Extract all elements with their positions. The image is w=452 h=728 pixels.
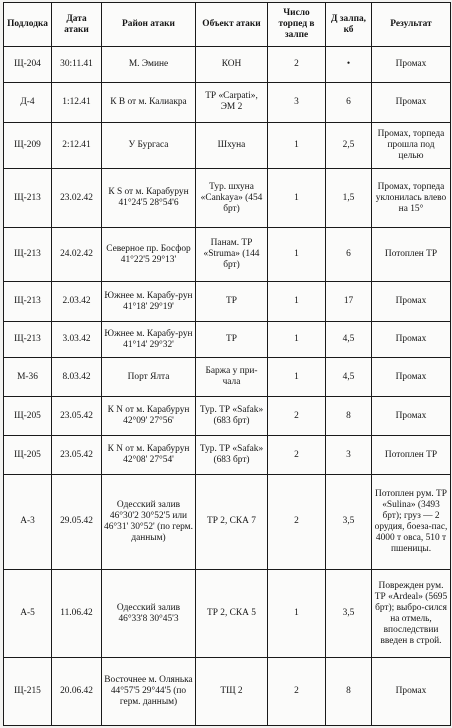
cell-attack-area: У Бургаса	[102, 122, 196, 168]
cell-attack-target: Шхуна	[196, 122, 268, 168]
cell-result: Промах, торпеда прошла под целью	[372, 122, 451, 168]
cell-attack-area: Северное пр. Босфор 41°22'5 29°13'	[102, 228, 196, 282]
table-header-row	[4, 3, 451, 47]
cell-submarine: Щ-205	[4, 436, 52, 475]
table-row	[4, 322, 451, 358]
cell-attack-target: ТР	[196, 282, 268, 322]
table-row	[4, 569, 451, 658]
cell-attack-date: 8.03.42	[52, 358, 102, 397]
cell-salvo-distance: 3,5	[326, 475, 372, 570]
cell-result: Промах	[372, 282, 451, 322]
cell-attack-date: 23.05.42	[52, 436, 102, 475]
cell-attack-target: ТЩ 2	[196, 658, 268, 726]
cell-torpedo-count: 1	[268, 358, 326, 397]
cell-attack-area: Восточнее м. Олянька 44°57'5 29°44'5 (по герм. данным)	[102, 658, 196, 726]
header-torpedo-count: Число торпед в залпе	[268, 3, 326, 47]
cell-torpedo-count: 1	[268, 282, 326, 322]
cell-attack-area: М. Эмине	[102, 47, 196, 83]
cell-result: Поврежден рум. ТР «Ardeal» (5695 брт); выбро-сился на отмель, впоследствии введен в строй.	[372, 569, 451, 658]
header-submarine: Подлодка	[4, 3, 52, 47]
cell-result: Потоплен рум. ТР «Sulina» (3493 брт); груз — 2 орудия, боеза-пас, 4000 т овса, 510 т пшеницы.	[372, 475, 451, 570]
cell-attack-date: 23.05.42	[52, 397, 102, 436]
cell-attack-date: 1:12.41	[52, 82, 102, 122]
cell-attack-date: 11.06.42	[52, 569, 102, 658]
cell-torpedo-count: 2	[268, 436, 326, 475]
cell-result: Промах	[372, 658, 451, 726]
cell-attack-date: 3.03.42	[52, 322, 102, 358]
cell-attack-date: 2.03.42	[52, 282, 102, 322]
cell-attack-target: ТР «Carpati», ЭМ 2	[196, 82, 268, 122]
cell-submarine: Щ-213	[4, 282, 52, 322]
cell-salvo-distance: 1,5	[326, 169, 372, 228]
cell-submarine: Щ-213	[4, 322, 52, 358]
cell-torpedo-count: 1	[268, 122, 326, 168]
cell-attack-target: ТР 2, СКА 5	[196, 569, 268, 658]
cell-result: Промах, торпеда уклонилась влево на 15°	[372, 169, 451, 228]
cell-salvo-distance: 6	[326, 228, 372, 282]
table-row	[4, 122, 451, 168]
cell-submarine: Щ-209	[4, 122, 52, 168]
cell-torpedo-count: 1	[268, 322, 326, 358]
cell-attack-date: 2:12.41	[52, 122, 102, 168]
header-attack-target: Объект атаки	[196, 3, 268, 47]
cell-torpedo-count: 3	[268, 82, 326, 122]
cell-attack-target: ТР 2, СКА 7	[196, 475, 268, 570]
cell-attack-area: Порт Ялта	[102, 358, 196, 397]
cell-submarine: А-5	[4, 569, 52, 658]
cell-submarine: А-3	[4, 475, 52, 570]
header-attack-area: Район атаки	[102, 3, 196, 47]
table-row	[4, 228, 451, 282]
cell-attack-date: 20.06.42	[52, 658, 102, 726]
table-row	[4, 169, 451, 228]
cell-attack-area: Одесский залив 46°33'8 30°45'3	[102, 569, 196, 658]
cell-result: Промах	[372, 322, 451, 358]
cell-attack-area: Южнее м. Карабу-рун 41°14' 29°32'	[102, 322, 196, 358]
cell-attack-area: Одесский залив 46°30'2 30°52'5 или 46°31' 30°52' (по герм. данным)	[102, 475, 196, 570]
cell-salvo-distance: 4,5	[326, 322, 372, 358]
table-row	[4, 358, 451, 397]
submarine-attacks-table	[3, 2, 451, 726]
table-row	[4, 436, 451, 475]
cell-salvo-distance: 17	[326, 282, 372, 322]
cell-torpedo-count: 1	[268, 569, 326, 658]
cell-torpedo-count: 2	[268, 47, 326, 83]
table-body	[4, 47, 451, 726]
cell-attack-date: 29.05.42	[52, 475, 102, 570]
cell-torpedo-count: 1	[268, 169, 326, 228]
cell-salvo-distance: 4,5	[326, 358, 372, 397]
cell-attack-target: Панам. ТР «Struma» (144 брт)	[196, 228, 268, 282]
cell-attack-target: КОН	[196, 47, 268, 83]
cell-result: Промах	[372, 397, 451, 436]
cell-attack-target: Тур. ТР «Safak» (683 брт)	[196, 397, 268, 436]
cell-salvo-distance: 3,5	[326, 569, 372, 658]
cell-attack-target: Тур. ТР «Safak» (683 брт)	[196, 436, 268, 475]
table-row	[4, 47, 451, 83]
table-row	[4, 397, 451, 436]
table-row	[4, 282, 451, 322]
cell-submarine: Щ-215	[4, 658, 52, 726]
cell-submarine: М-36	[4, 358, 52, 397]
cell-attack-target: ТР	[196, 322, 268, 358]
header-result: Результат	[372, 3, 451, 47]
cell-attack-date: 23.02.42	[52, 169, 102, 228]
cell-result: Потоплен ТР	[372, 228, 451, 282]
cell-salvo-distance: •	[326, 47, 372, 83]
cell-attack-area: К N от м. Карабурун 42°08' 27°54'	[102, 436, 196, 475]
cell-submarine: Щ-205	[4, 397, 52, 436]
cell-attack-date: 24.02.42	[52, 228, 102, 282]
cell-submarine: Щ-213	[4, 228, 52, 282]
header-attack-date: Дата атаки	[52, 3, 102, 47]
cell-result: Потоплен ТР	[372, 436, 451, 475]
cell-attack-area: Южнее м. Карабу-рун 41°18' 29°19'	[102, 282, 196, 322]
cell-attack-target: Тур. шхуна «Cankaya» (454 брт)	[196, 169, 268, 228]
cell-attack-target: Баржа у при-чала	[196, 358, 268, 397]
cell-submarine: Щ-213	[4, 169, 52, 228]
cell-attack-area: К В от м. Калиакра	[102, 82, 196, 122]
cell-submarine: Д-4	[4, 82, 52, 122]
cell-torpedo-count: 2	[268, 658, 326, 726]
cell-submarine: Щ-204	[4, 47, 52, 83]
cell-result: Промах	[372, 47, 451, 83]
cell-torpedo-count: 2	[268, 397, 326, 436]
cell-result: Промах	[372, 358, 451, 397]
cell-salvo-distance: 3	[326, 436, 372, 475]
cell-result: Промах	[372, 82, 451, 122]
cell-attack-area: К N от м. Карабурун 42°09' 27°56'	[102, 397, 196, 436]
cell-torpedo-count: 1	[268, 228, 326, 282]
table-row	[4, 658, 451, 726]
header-salvo-distance: Д залпа, кб	[326, 3, 372, 47]
table-row	[4, 82, 451, 122]
cell-attack-date: 30:11.41	[52, 47, 102, 83]
cell-salvo-distance: 2,5	[326, 122, 372, 168]
cell-salvo-distance: 6	[326, 82, 372, 122]
cell-salvo-distance: 8	[326, 658, 372, 726]
table-row	[4, 475, 451, 570]
cell-attack-area: К S от м. Карабурун 41°24'5 28°54'6	[102, 169, 196, 228]
cell-salvo-distance: 8	[326, 397, 372, 436]
cell-torpedo-count: 2	[268, 475, 326, 570]
